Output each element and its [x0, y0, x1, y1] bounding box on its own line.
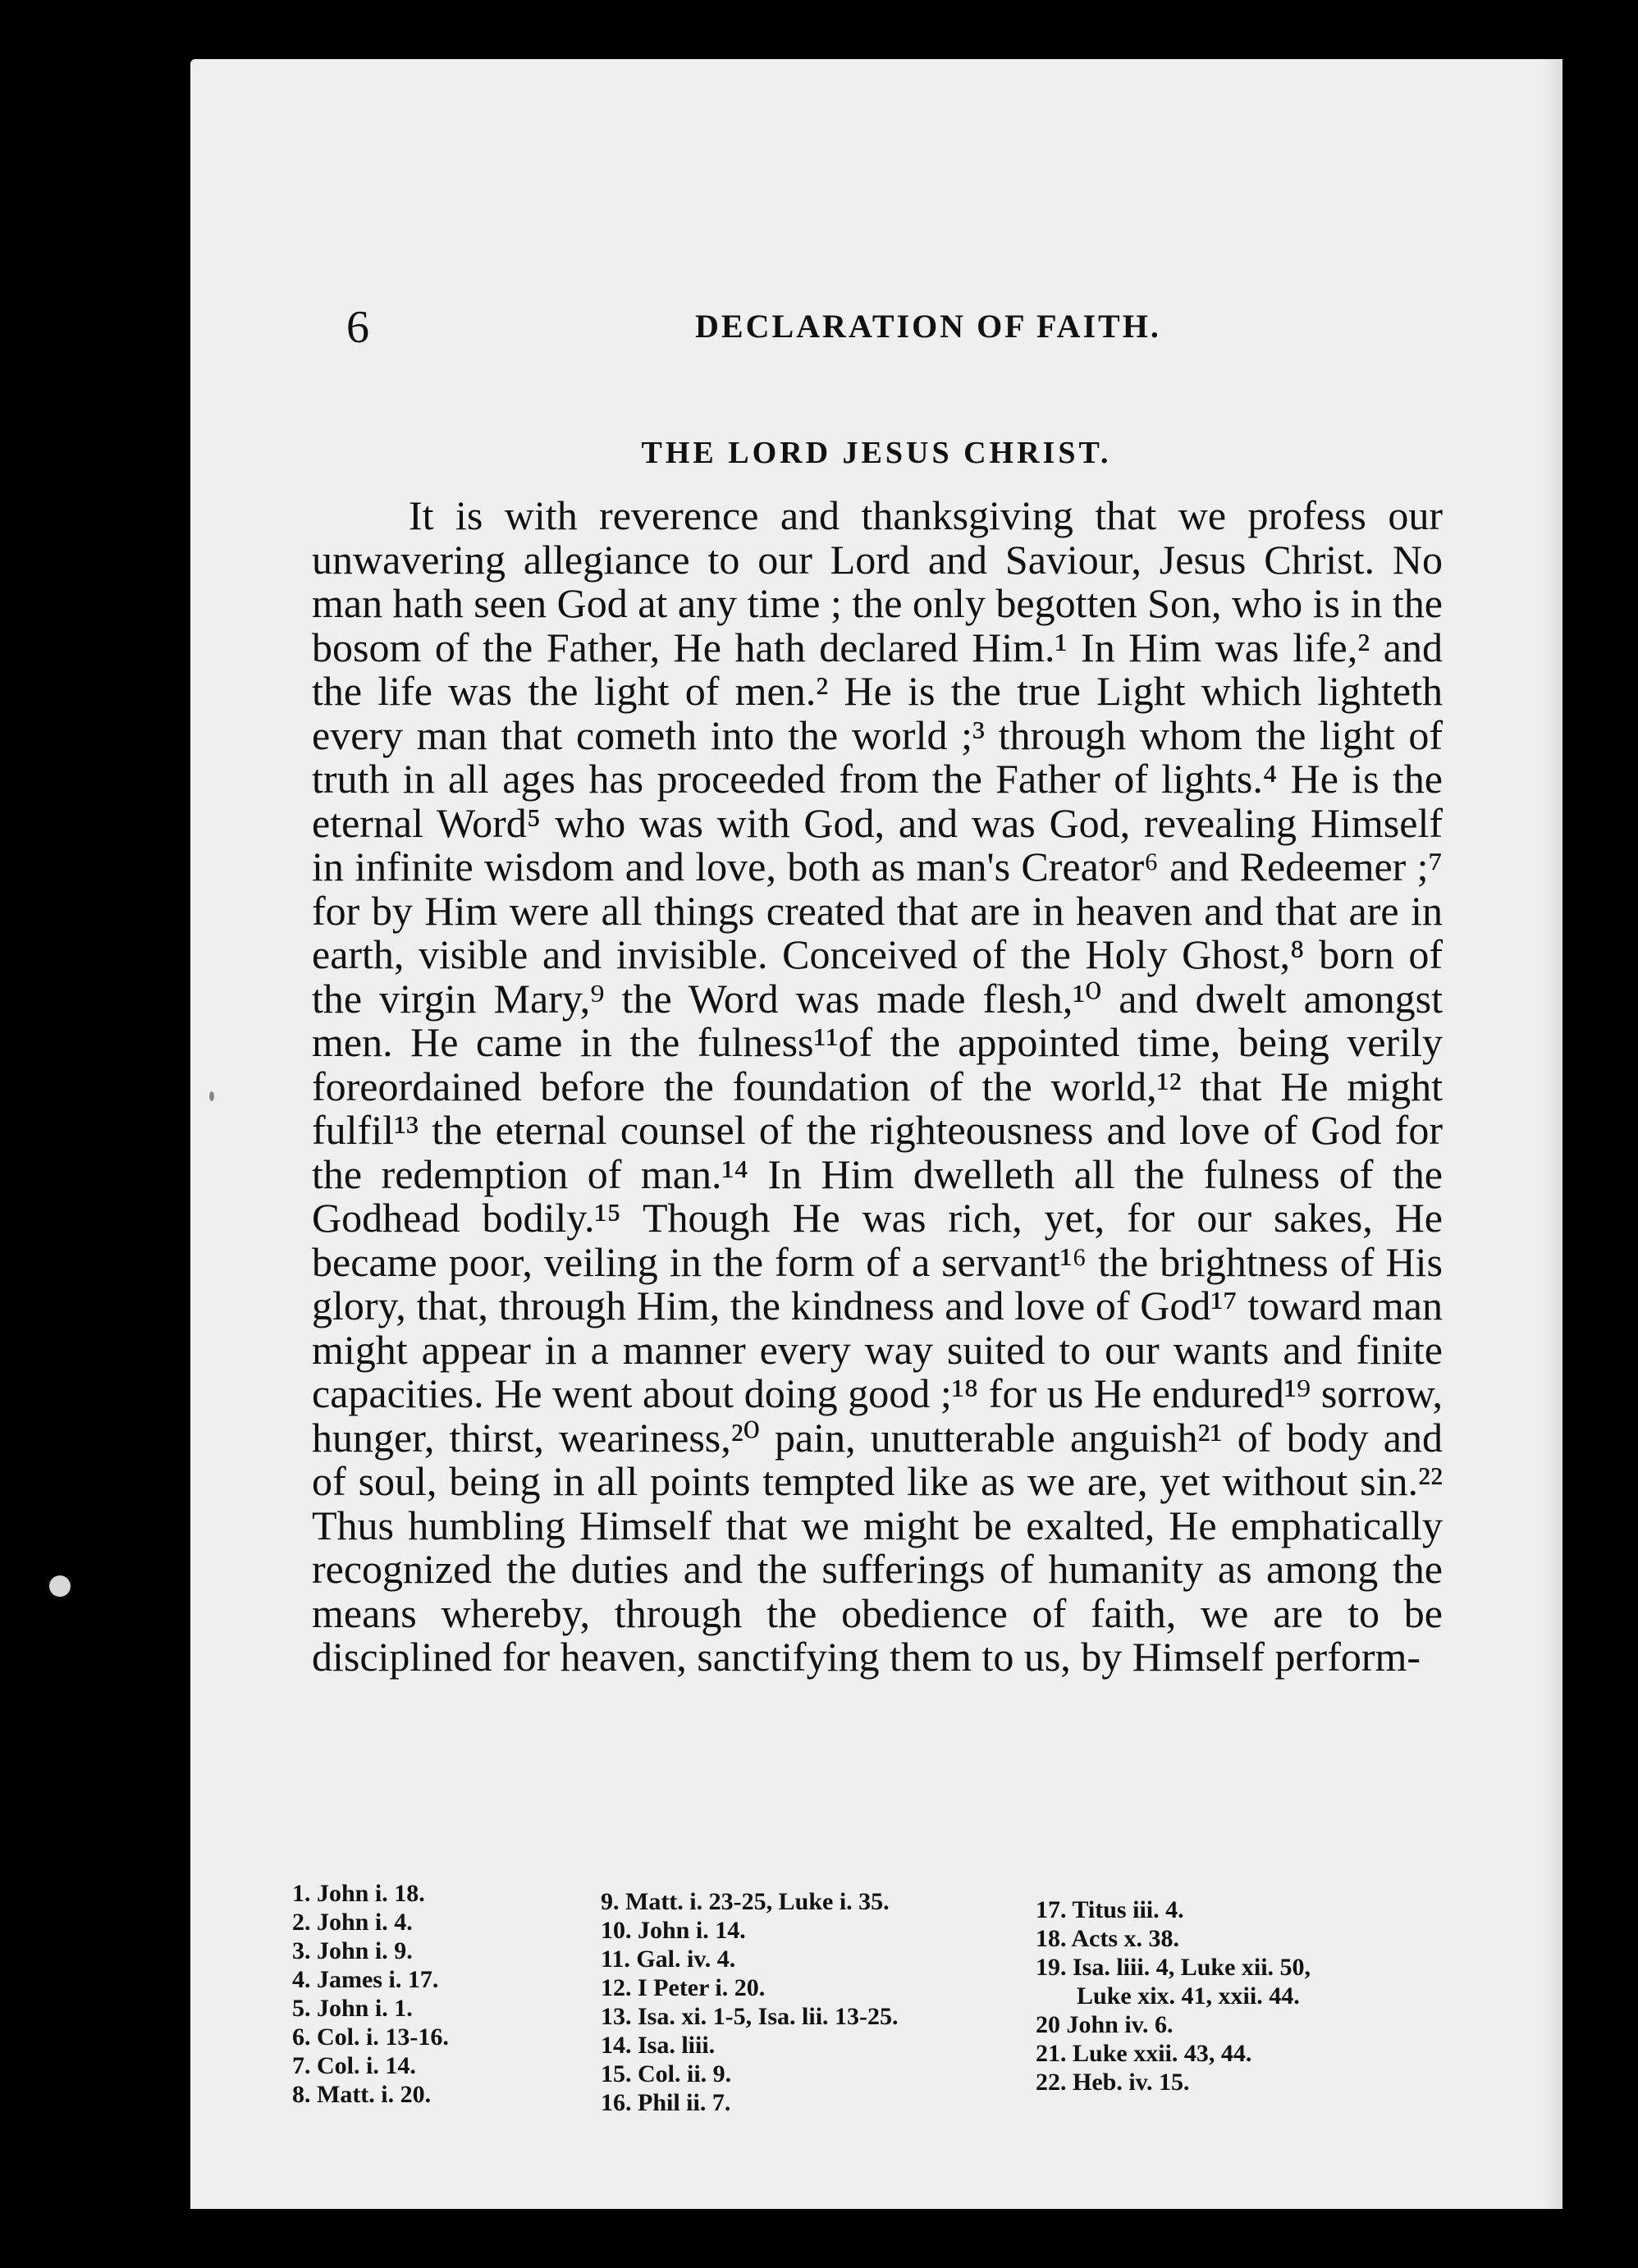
- footnote: 10. John i. 14.: [601, 1917, 746, 1944]
- footnotes-column-3: [1036, 1895, 1495, 2097]
- footnote: 4. James i. 17.: [292, 1966, 439, 1993]
- section-title: THE LORD JESUS CHRIST.: [641, 436, 1112, 470]
- footnote: 21. Luke xxii. 43, 44.: [1036, 2040, 1252, 2067]
- footnote: 17. Titus iii. 4.: [1036, 1896, 1184, 1923]
- footnote: 14. Isa. liii.: [601, 2032, 716, 2059]
- footnote: 8. Matt. i. 20.: [292, 2081, 432, 2108]
- footnote: 6. Col. i. 13-16.: [292, 2023, 449, 2051]
- footnote: 22. Heb. iv. 15.: [1036, 2069, 1190, 2096]
- footnote: 7. Col. i. 14.: [292, 2052, 416, 2079]
- footnotes-column-2: [601, 1887, 1027, 2117]
- footnote: 19. Isa. liii. 4, Luke xii. 50,: [1036, 1954, 1311, 1981]
- footnotes-column-1: [292, 1879, 637, 2109]
- footnote: 16. Phil ii. 7.: [601, 2089, 731, 2116]
- body-paragraph: It is with reverence and thanksgiving that we profess our unwavering allegiance to our Lord and Saviour, Jesus Christ. No man hath seen God at any time ; the only begotten Son, who is in the bosom of the Father, He hath declared Him.¹ In Him was life,² and the life was the light of men.² He is the true Light which lighteth every man that cometh into the world ;³ through whom the light of truth in all ages has proceeded from the Father of lights.⁴ He is the eternal Word⁵ who was with God, and was God, revealing Himself in infinite wisdom and love, both as man's Creator⁶ and Redeemer ;⁷ for by Him were all things created that are in heaven and that are in earth, visible and invisible. Conceived of the Holy Ghost,⁸ born of the virgin Mary,⁹ the Word was made flesh,¹⁰ and dwelt amongst men. He came in the fulness¹¹of the appointed time, being verily foreordained before the foundation of the world,¹² that He might fulfil¹³ the eternal counsel of the righteousness and love of God for the redemption of man.¹⁴ In Him dwelleth all the fulness of the Godhead bodily.¹⁵ Though He was rich, yet, for our sakes, He became poor, veiling in the form of a servant¹⁶ the brightness of His glory, that, through Him, the kindness and love of God¹⁷ toward man might appear in a manner every way suited to our wants and finite capacities. He went about doing good ;¹⁸ for us He endured¹⁹ sorrow, hunger, thirst, weariness,²⁰ pain, unutterable anguish²¹ of body and of soul, being in all points tempted like as we are, yet without sin.²² Thus humbling Himself that we might be exalted, He emphatically recognized the duties and the sufferings of humanity as among the means whereby, through the obedience of faith, we are to be disciplined for heaven, sanctifying them to us, by Himself perform-: [312, 492, 1443, 1680]
- footnote: 20 John iv. 6.: [1036, 2011, 1174, 2038]
- footnote: 15. Col. ii. 9.: [601, 2060, 732, 2087]
- running-head: DECLARATION OF FAITH.: [695, 308, 1161, 345]
- footnote: 13. Isa. xi. 1-5, Isa. lii. 13-25.: [601, 2003, 899, 2030]
- book-page: [190, 59, 1563, 2209]
- footnote: 18. Acts x. 38.: [1036, 1925, 1179, 1952]
- scan-speck: [49, 1575, 71, 1597]
- footnote: 1. John i. 18.: [292, 1880, 425, 1907]
- footnote: 2. John i. 4.: [292, 1909, 413, 1936]
- footnote: 12. I Peter i. 20.: [601, 1974, 766, 2001]
- footnote: 9. Matt. i. 23-25, Luke i. 35.: [601, 1888, 890, 1915]
- scan-speck: [209, 1091, 214, 1101]
- footnote-continuation: [1036, 1982, 1495, 2010]
- page-number: 6: [346, 302, 369, 353]
- footnote: 5. John i. 1.: [292, 1995, 413, 2022]
- footnote-continuation-text: Luke xix. 41, xxii. 44.: [1077, 1982, 1300, 2010]
- page-edge: [1543, 59, 1563, 2209]
- footnote: 3. John i. 9.: [292, 1937, 413, 1964]
- footnote: 11. Gal. iv. 4.: [601, 1946, 736, 1973]
